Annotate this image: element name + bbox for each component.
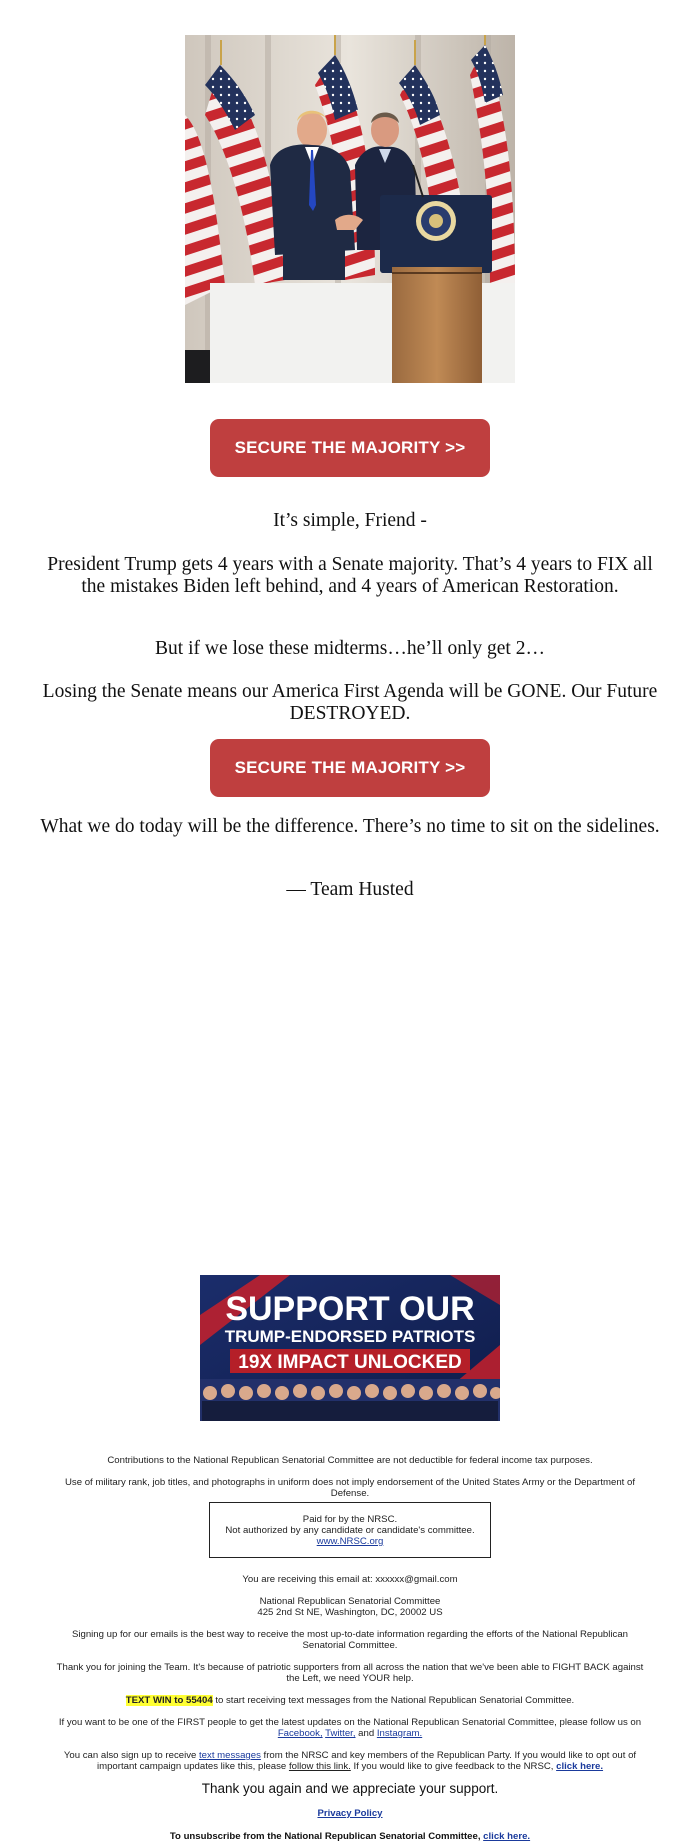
handshake-photo-icon xyxy=(185,35,515,383)
follow-us-pre: If you want to be one of the FIRST people to get the latest updates on the National Republican Senatorial Committee, please follow us on xyxy=(58,1717,642,1728)
banner-line-1: SUPPORT OUR xyxy=(225,1290,475,1328)
text-win-highlight: TEXT WIN to 55404 xyxy=(125,1695,213,1706)
follow-us-and: and xyxy=(355,1728,377,1739)
banner-line-3: 19X IMPACT UNLOCKED xyxy=(238,1352,462,1373)
sms-optout-text xyxy=(50,1750,650,1772)
greeting: It’s simple, Friend - xyxy=(273,510,427,531)
text-messages-link[interactable]: text messages xyxy=(199,1750,261,1761)
feedback-click-here-link[interactable]: click here. xyxy=(556,1761,604,1772)
message-paragraph-4: What we do today will be the difference. There’s no time to sit on the sidelines. xyxy=(40,816,660,837)
text-win-line xyxy=(50,1695,650,1706)
text-win-rest: to start receiving text messages from the National Republican Senatorial Committee. xyxy=(212,1695,575,1706)
sms-mid: from the NRSC and key members of the Republican Party. If you would like to opt out of important campaign updates like this, please xyxy=(96,1750,637,1772)
hero-photo xyxy=(185,35,515,383)
not-authorized-text: Not authorized by any candidate or candidate's committee. xyxy=(225,1525,475,1536)
feedback-text: If you would like to give feedback to the NRSC, xyxy=(350,1761,557,1772)
secure-majority-button-2[interactable]: SECURE THE MAJORITY >> xyxy=(210,739,490,797)
unsubscribe-pre: To unsubscribe from the National Republican Senatorial Committee, xyxy=(169,1831,484,1842)
sms-pre: You can also sign up to receive xyxy=(63,1750,200,1761)
candidates-row-icon xyxy=(200,1379,500,1421)
instagram-link[interactable]: Instagram. xyxy=(376,1728,423,1739)
support-patriots-banner[interactable] xyxy=(200,1275,500,1421)
paid-for-text: Paid for by the NRSC. xyxy=(302,1514,398,1525)
unsubscribe-text xyxy=(50,1831,650,1842)
tax-notice: Contributions to the National Republican Senatorial Committee are not deductible for federal income tax purposes. xyxy=(107,1455,593,1466)
org-name: National Republican Senatorial Committee xyxy=(259,1596,441,1607)
signature: — Team Husted xyxy=(286,879,414,900)
message-paragraph-1: President Trump gets 4 years with a Senate majority. That’s 4 years to FIX all the mistakes Biden left behind, and 4 years of American Restoration. xyxy=(47,554,653,597)
military-notice: Use of military rank, job titles, and photographs in uniform does not imply endorsement of the United States Army or the Department of Defense. xyxy=(64,1477,636,1499)
unsubscribe-link[interactable]: click here. xyxy=(483,1831,531,1842)
org-address: 425 2nd St NE, Washington, DC, 20002 US xyxy=(257,1607,443,1618)
secure-majority-button[interactable]: SECURE THE MAJORITY >> xyxy=(210,419,490,477)
privacy-policy-link[interactable]: Privacy Policy xyxy=(317,1808,383,1819)
banner-line-2: TRUMP-ENDORSED PATRIOTS xyxy=(224,1327,476,1346)
receiving-email-text: You are receiving this email at: xxxxxx@gmail.com xyxy=(242,1574,458,1585)
thanks-text: Thank you again and we appreciate your support. xyxy=(201,1781,499,1796)
facebook-link[interactable]: Facebook, xyxy=(277,1728,323,1739)
twitter-link[interactable]: Twitter, xyxy=(325,1728,356,1739)
message-paragraph-3: Losing the Senate means our America First Agenda will be GONE. Our Future DESTROYED. xyxy=(42,681,658,724)
thank-team-text: Thank you for joining the Team. It's because of patriotic supporters from all across the nation that we've been able to FIGHT BACK against the Left, we need YOUR help. xyxy=(56,1662,644,1684)
signup-info: Signing up for our emails is the best way to receive the most up-to-date information regarding the efforts of the National Republican Senatorial Committee. xyxy=(71,1629,629,1651)
nrsc-website-link[interactable]: www.NRSC.org xyxy=(316,1536,384,1547)
message-paragraph-2: But if we lose these midterms…he’ll only get 2… xyxy=(155,638,545,659)
privacy-policy-row xyxy=(50,1808,650,1819)
paid-for-box xyxy=(209,1502,491,1558)
follow-this-link[interactable]: follow this link. xyxy=(288,1761,351,1772)
follow-us-text xyxy=(50,1717,650,1739)
